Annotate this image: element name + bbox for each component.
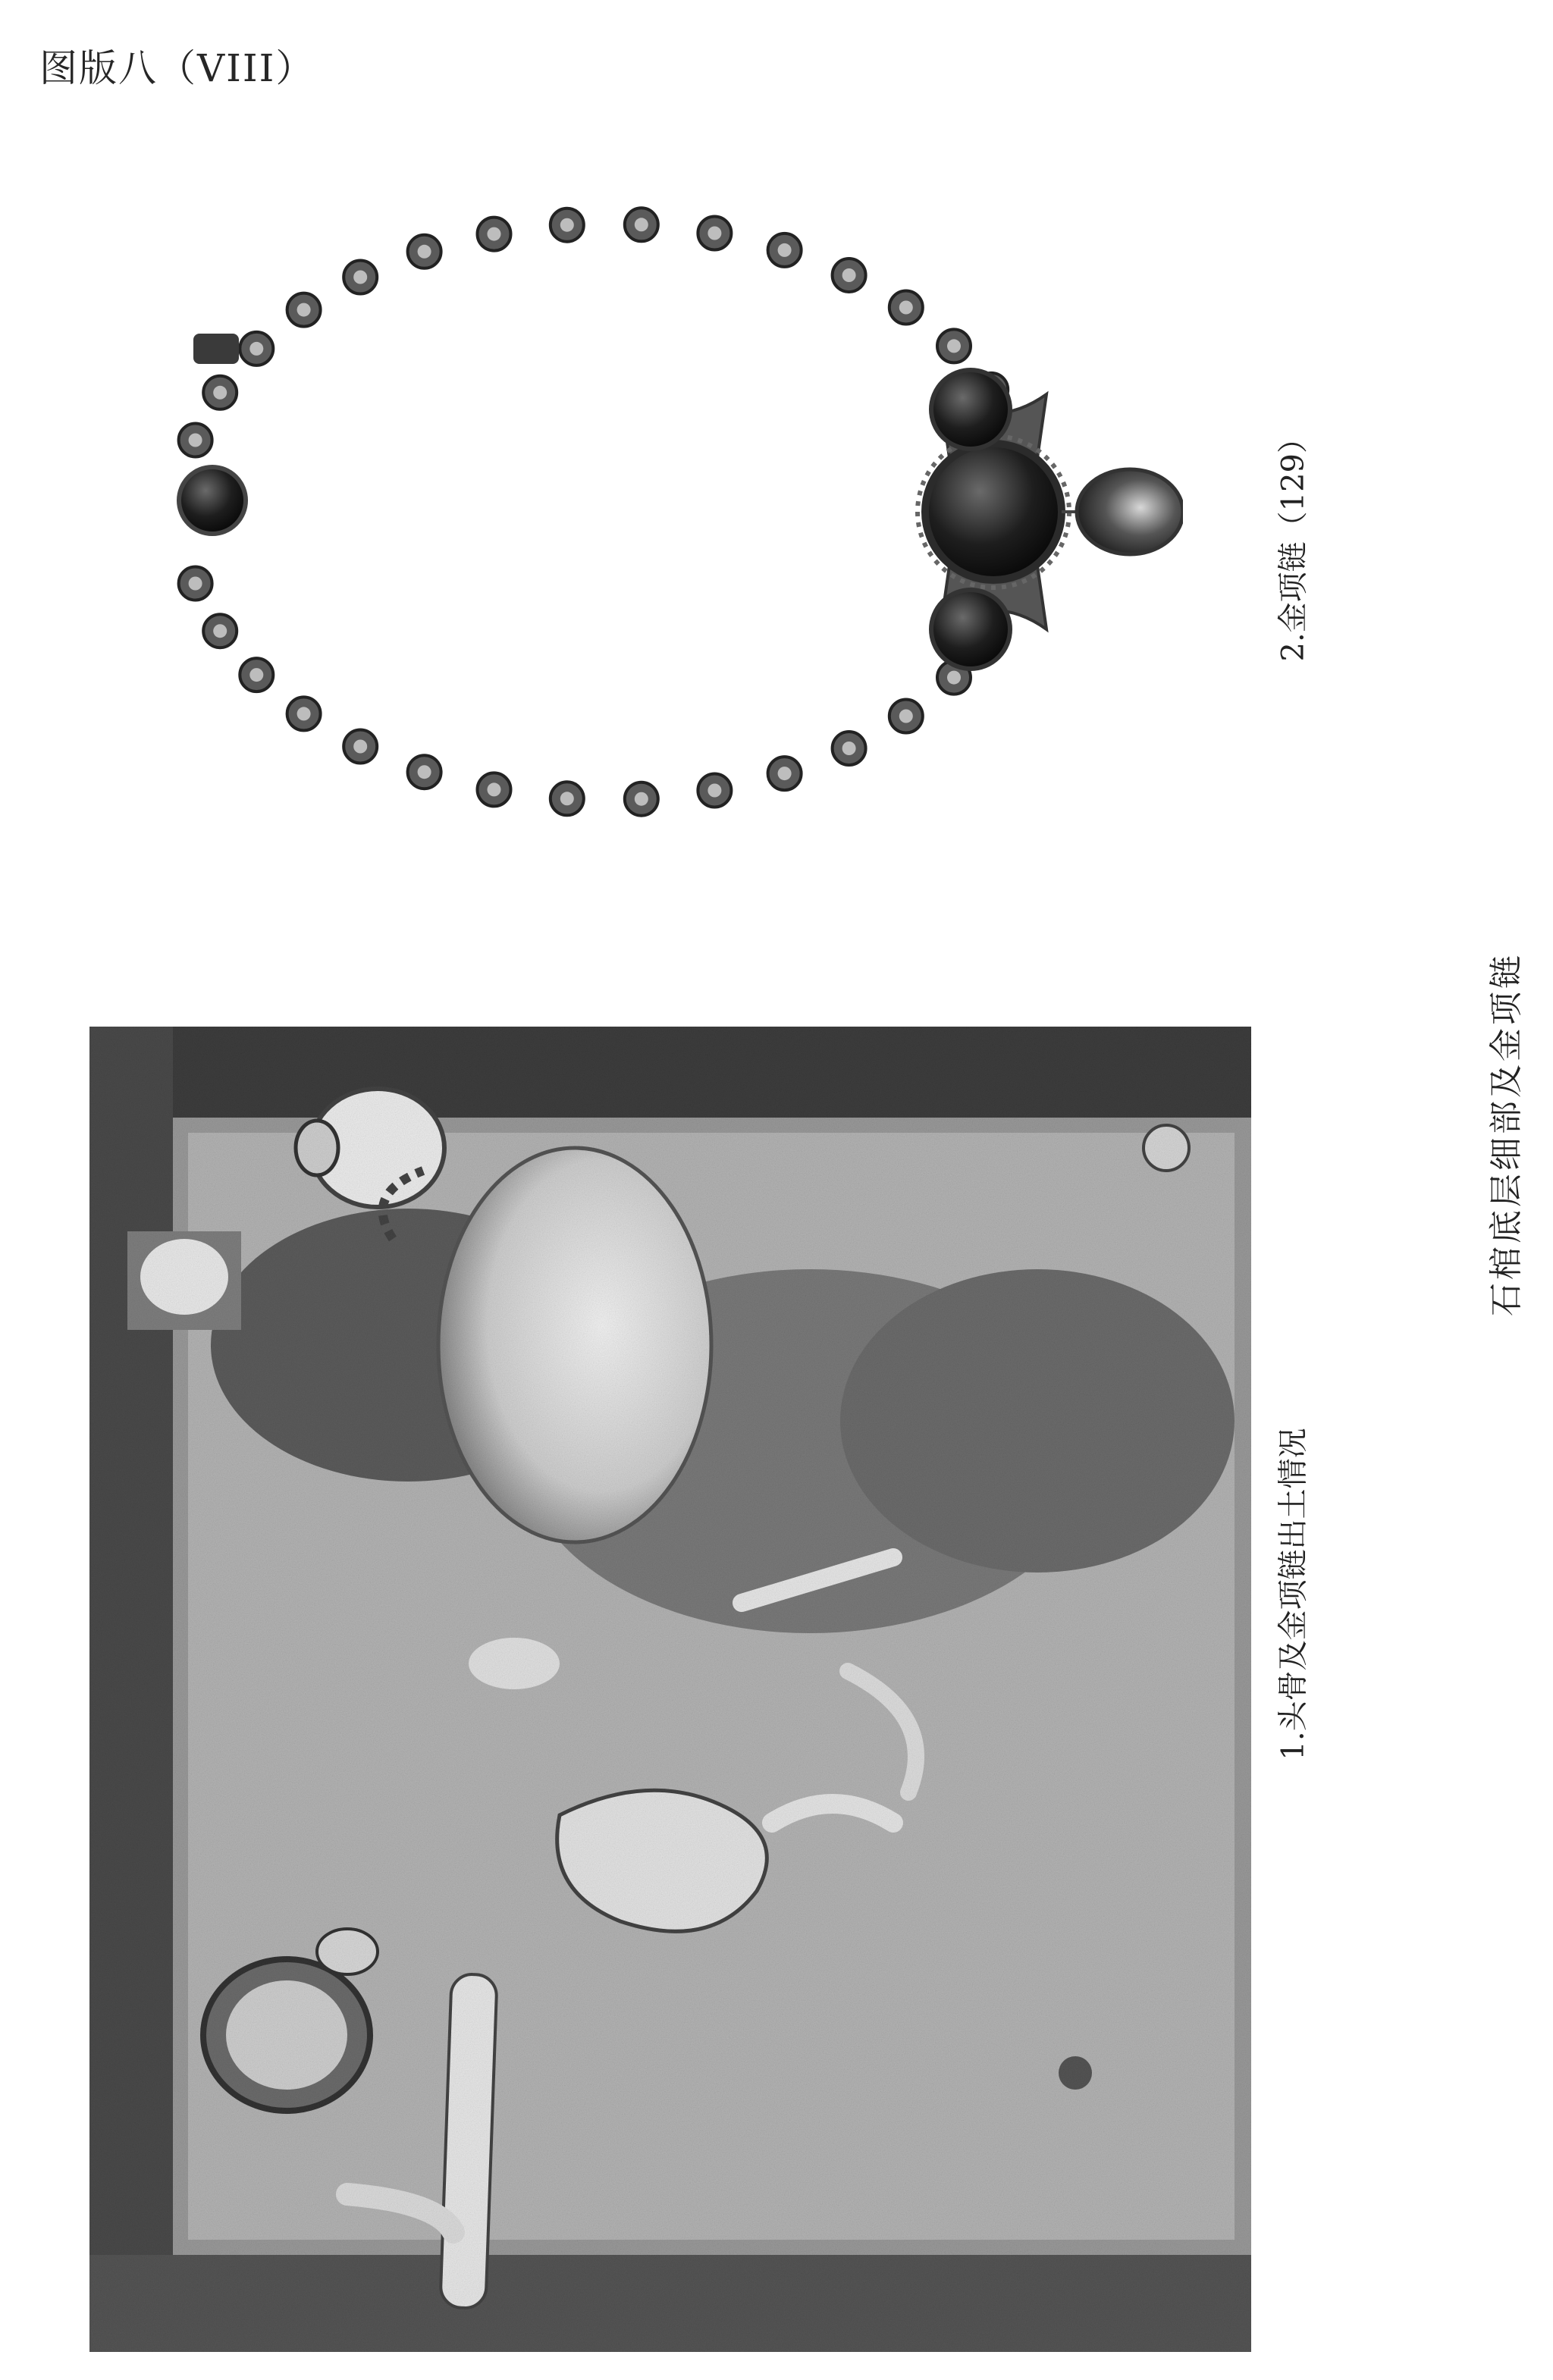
- clasp-left: [193, 334, 239, 364]
- necklace-bead-highlight: [842, 742, 856, 755]
- excavation-photo: [89, 1027, 1251, 2352]
- necklace-bead-highlight: [635, 218, 648, 231]
- necklace-bead-highlight: [189, 434, 202, 447]
- figure-1-caption: 1.头骨及金项链出土情况: [1275, 1428, 1311, 1761]
- necklace-bead-highlight: [249, 342, 263, 356]
- pendant-drop: [1077, 469, 1183, 554]
- necklace-bead-highlight: [707, 227, 721, 240]
- necklace-bead-highlight: [297, 707, 311, 720]
- necklace-bead-highlight: [297, 303, 311, 317]
- necklace-photo: [121, 144, 1183, 887]
- necklace-bead-highlight: [778, 243, 792, 257]
- necklace-bead-highlight: [560, 218, 574, 232]
- necklace-bead-highlight: [635, 792, 648, 806]
- necklace-bead-highlight: [560, 792, 574, 805]
- necklace-bead-highlight: [899, 301, 913, 315]
- necklace-bead-highlight: [213, 386, 227, 400]
- pendant-center-gem: [925, 444, 1062, 580]
- necklace-bead-highlight: [418, 765, 431, 779]
- pendant-lower-gem: [931, 590, 1010, 669]
- necklace-bead-highlight: [353, 271, 367, 284]
- pendant-upper-gem: [931, 370, 1010, 449]
- necklace-bead-highlight: [707, 784, 721, 798]
- necklace-bead-highlight: [213, 624, 227, 638]
- plate-title: 图版八（VIII）: [39, 46, 315, 90]
- figure-2-caption: 2.金项链（129）: [1275, 422, 1311, 662]
- necklace-bead-highlight: [947, 339, 961, 353]
- necklace-bead-highlight: [418, 245, 431, 259]
- plate-caption: 石棺底层细部及金项链: [1487, 952, 1526, 1316]
- necklace-bead-highlight: [488, 782, 501, 796]
- necklace-bead-highlight: [488, 227, 501, 241]
- necklace-bead-highlight: [778, 767, 792, 780]
- necklace-bead-highlight: [249, 668, 263, 682]
- clasp-gem: [179, 467, 246, 534]
- necklace-bead-highlight: [842, 268, 856, 282]
- necklace-bead-highlight: [353, 740, 367, 754]
- necklace-bead-highlight: [899, 710, 913, 723]
- necklace-bead-highlight: [947, 671, 961, 685]
- necklace-bead-highlight: [189, 577, 202, 591]
